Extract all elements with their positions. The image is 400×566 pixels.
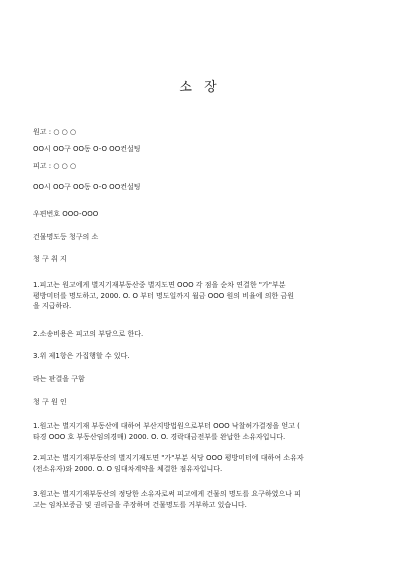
judgment-request: 라는 판결을 구함 — [33, 375, 85, 383]
cause-item-2-line-2: (전소유자)와 2000. O. O 임대차계약을 체결한 점유자입니다. — [33, 464, 223, 473]
document-title: 소 장 — [179, 80, 221, 95]
claim-item-1-line-3: 을 지급하라. — [33, 302, 72, 310]
claim-item-1-line-2: 평방미터를 명도하고, 2000. O. O 부터 명도일까지 월금 OOO 원의 비율에 의한 금원 — [33, 291, 295, 300]
defendant-address: OO시 OO구 OO동 O-O OO컨설팅 — [33, 183, 141, 191]
cause-item-1-line-1: 1.원고는 별지기재 부동산에 대하여 부산지방법원으로부터 OOO 낙찰허가결정을 얻고 ( — [33, 422, 300, 430]
cause-item-3 — [33, 489, 369, 510]
cause-item-2 — [33, 453, 369, 474]
plaintiff-label: 원고 : ○ ○ ○ — [33, 128, 77, 136]
cause-item-1-line-2: 타경 OOO 호 부동산임의경매) 2000. O. O. 경락대금전부를 완납한 소유자입니다. — [33, 432, 286, 441]
defendant-label: 피고 : ○ ○ ○ — [33, 162, 77, 170]
case-name: 건물명도등 청구의 소 — [33, 233, 99, 241]
claim-item-1-line-1: 1.피고는 원고에게 별지기재부동산중 별지도면 OOO 각 점을 순차 연결한 "가"부분 — [33, 281, 286, 289]
cause-item-3-line-2: 고는 임차보증금 및 권리금을 주장하며 건물명도를 거부하고 있습니다. — [33, 500, 247, 509]
postal-code: 우편번호 OOO-OOO — [33, 210, 99, 218]
cause-heading: 청 구 원 인 — [33, 398, 67, 406]
claim-item-1 — [33, 280, 369, 312]
claim-item-2: 2.소송비용은 피고의 부담으로 한다. — [33, 330, 144, 338]
cause-item-2-line-1: 2.피고는 별지기재부동산의 별지기재도면 "가"부분 식당 OOO 평방미터에 대하여 소유자 — [33, 454, 304, 462]
cause-item-1 — [33, 421, 369, 442]
claim-heading: 청 구 취 지 — [33, 255, 67, 263]
claim-item-3: 3.위 제1항은 가집행할 수 있다. — [33, 352, 130, 360]
cause-item-3-line-1: 3.원고는 별지기재부동산의 정당한 소유자로써 피고에게 건물의 명도를 요구하였으나 피 — [33, 490, 301, 498]
plaintiff-address: OO시 OO구 OO동 O-O OO컨설팅 — [33, 145, 141, 153]
